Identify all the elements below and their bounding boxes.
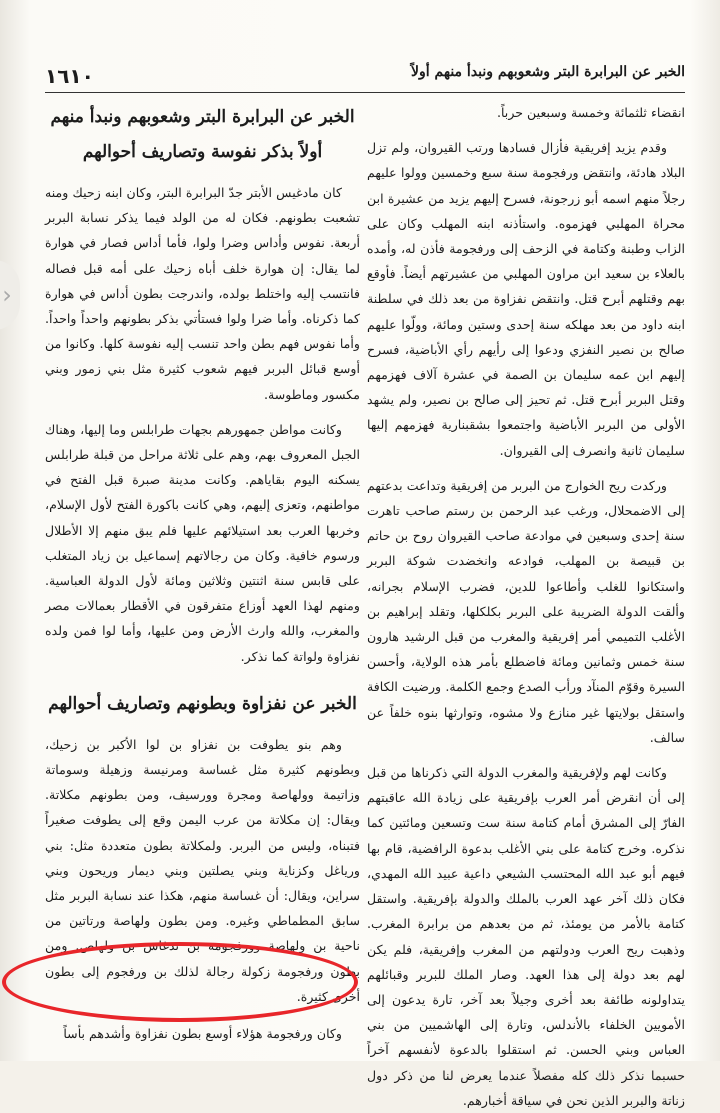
running-title: الخبر عن البرابرة البتر وشعوبهم ونبدأ منهم أولاً	[411, 64, 685, 80]
section-heading: الخبر عن البرابرة البتر وشعوبهم ونبدأ منهم أولاً بذكر نفوسة وتصاريف أحوالهم	[50, 107, 355, 162]
running-header	[45, 58, 685, 93]
section-heading: الخبر عن نفزاوة وبطونهم وتصاريف أحوالهم	[48, 693, 357, 714]
paragraph: كان مادغيس الأبتر جدّ البرابرة البتر، وكان ابنه زحيك ومنه تشعبت بطونهم. فكان له من الولد فيما يذكر نسابة البربر أربعة. نفوس وأداس وضرا ولوا، فأما أداس فصار في هوارة لما يقال: إن هوارة خلف أباه زحيك على أمه قبل فصاله فانتسب إليه واختلط بولده، واندرجت بطون أداس في هوارة كما ذكرناه. وأما ضرا ولوا فستأتي بذكر بطونهم واحداً واحداً. وأما نفوس فهم بطن واحد تنسب إليه نفوسة كلها. وكانوا من أوسع قبائل البربر فيهم شعوب كثيرة مثل بني زمور وبني مكسور وماطوسة.	[45, 185, 360, 402]
paragraph: وكانت مواطن جمهورهم بجهات طرابلس وما إليها، وهناك الجبل المعروف بهم، وهم على ثلاثة مراحل من قبلة طرابلس يسكنه اليوم بقاياهم. وكانت مدينة صبرة قبل الفتح في مواطنهم، وتعزى إليهم، وهي كانت باكورة الفتح لأول الإسلام، وخربها العرب بعد استيلائهم عليها فلم يبق منهم إلا الأطلال ورسوم خافية. وكان من رجالاتهم إسماعيل بن زياد المتغلب على قابس سنة اثنتين وثلاثين ومائة لأول الدولة العباسية. ومنهم لهذا العهد أوزاع متفرقون في الأقطار بعمالات مصر والمغرب، والله وارث الأرض ومن عليها، وأما لوا فمن ولده نفزاوة ولواتة كما نذكر.	[45, 421, 360, 664]
chevron-right-icon[interactable]: ›	[0, 260, 20, 330]
paragraph: وقدم يزيد إفريقية فأزال فسادها ورتب القيروان، ولم تزل البلاد هادئة، وانتقض ورفجومة سنة سبع وخمسين وولوا عليهم رجلاً منهم اسمه أبو زرجونة، فسرح إليهم يزيد من عشيرة ابن محراة المهلبي فهزموه. واستأذنه ابنه المهلب وكان على الزاب وطبنة وكتامة في الزحف إلى ورفجومة فأذن له، وأمده بالعلاء بن سعيد ابن مراون المهلبي من عشيرتهم أيضاً. فأوقع بهم وقتلهم أبرح قتل. وانتقض نفزاوة من بعد ذلك في سلطنة ابنه داود من بعد مهلكه سنة إحدى وستين ومائة، وولّوا عليهم صالح بن نصير النفزي ودعوا إلى رأيهم رأي الأباضية، فسرح إليهم ابن عمه سليمان بن الصمة في عشرة آلاف فهزمهم وقتل البربر أبرح قتل. ثم تحيز إلى صالح بن نصير، ولم يشهد الأولى من البربر الأباضية واجتمعوا بشقبنارية فهزمهم إليها سليمان ثانية وانصرف إلى القيروان.	[367, 140, 685, 458]
paragraph: وركدت ريح الخوارج من البربر من إفريقية وتداعت بدعتهم إلى الاضمحلال، ورغب عبد الرحمن بن رستم صاحب تاهرت سنة إحدى وسبعين في موادعة صاحب القيروان روح بن حاتم بن قبيصة بن المهلب، فوادعه وانخضدت شوكة البربر واستكانوا للغلب وأطاعوا للدين، فضرب الإسلام بجرانه، وألقت الدولة الضريبة على البربر بكلكلها، وتقلد إبراهيم بن الأغلب التميمي أمر إفريقية والمغرب من قبل الرشيد هارون سنة خمس وثمانين ومائة فاضطلع بأمر هذه الولاية، وأحسن السيرة وقوّم المنآد ورأب الصدع وجمع الكلمة. ورضيت الكافة واستقل بولايتها غير منازع ولا مشوه، وتوارثها بنوه خلفاً عن سالف.	[367, 477, 685, 745]
paragraph: وكانت لهم ولإفريقية والمغرب الدولة التي ذكرناها من قبل إلى أن انقرض أمر العرب بإفريقية على زيادة الله عاقبتهم الفارّ إلى المشرق أمام كتامة سنة ست وتسعين ومائتين كما نذكره. وخرج كتامة على بني الأغلب بدعوة الرافضية، قام بها فيهم أبو عبد الله المحتسب الشيعي داعية عبيد الله المهدي، فكان ذلك آخر عهد العرب بالملك والدولة بإفريقية. واستقل كتامة بالأمر من يومئذ، ثم من بعدهم من برابرة المغرب. وذهبت ريح العرب ودولتهم من المغرب وإفريقية، فلم يكن لهم بعد دولة إلى هذا العهد. وصار الملك للبربر وقبائلهم يتداولونه طائفة بعد أخرى وجيلاً بعد آخر، تارة يدعون إلى الأمويين الخلفاء بالأندلس، وتارة إلى الهاشميين من بني العباس وبني الحسن. ثم استقلوا بالدعوة لأنفسهم آخراً حسبما نذكر ذلك كله مفصلاً عندما يعرض لنا من ذكر دول زناتة والبربر الذين نحن في سياقة أخبارهم.	[367, 765, 685, 1108]
paragraph: انقضاء ثلثمائة وخمسة وسبعين حرباً.	[496, 105, 685, 120]
left-column	[45, 100, 360, 1046]
right-column	[367, 100, 685, 1113]
page-number: ١٦١٠	[45, 64, 94, 88]
highlighted-paragraph: وكان ورفجومة هؤلاء أوسع بطون نفزاوة وأشدهم بأساً	[63, 1026, 342, 1042]
paragraph: وهم بنو يطوفت بن نفزاو بن لوا الأكبر بن زحيك، وبطونهم كثيرة مثل غساسة ومرنيسة وزهيلة وسوماتة وزاتيمة وولهاصة ومجرة وورسيف، ومن بطونهم مكلاتة. ويقال: إن مكلاتة من عرب اليمن وقع إلى يطوفت صغيراً فتبناه، وليس من البربر. ولمكلاتة بطون متعددة مثل: بني ورياغل وكزناية وبني يصلتين وبني ديمار وريحون وبني سراين، ويقال: أن غساسة منهم، هكذا عند نسابة البربر مثل سابق المطماطي وغيره. ومن بطون ولهاصة ورتاتين من ناحية بن ولهاصة وورفجومة بن تدغاس بن ولهاص. ومن بطون ورفجومة زكولة رجالة لذلك بن ورفجوم إلى بطون أخرى كثيرة.	[45, 736, 360, 1004]
